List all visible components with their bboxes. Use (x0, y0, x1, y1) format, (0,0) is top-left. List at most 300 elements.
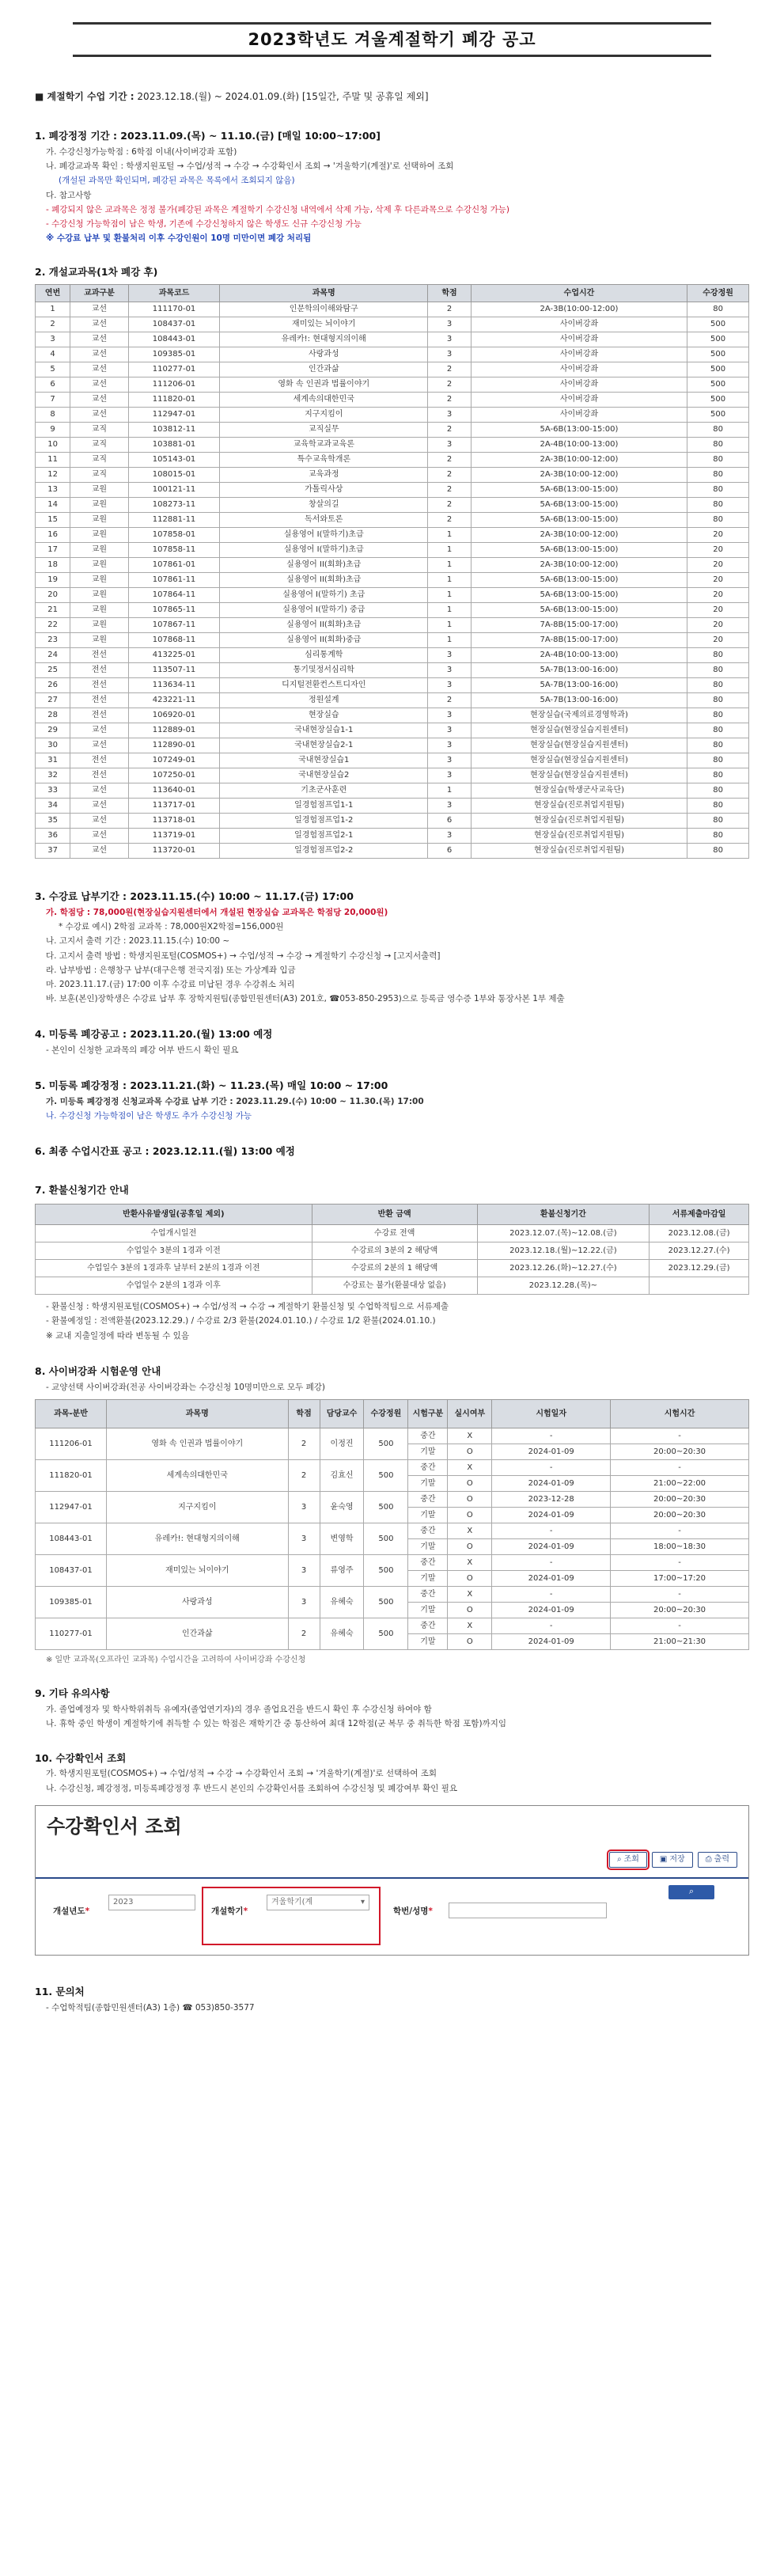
refund-cell: 2023.12.08.(금) (650, 1225, 749, 1242)
exam-cell: 2 (288, 1428, 320, 1459)
table-row (36, 1491, 749, 1507)
course-cell: 실용영어 I(말하기) 초급 (220, 588, 428, 603)
course-cell: 현장실습(현장실습지원센터) (471, 723, 687, 738)
course-cell: 3 (36, 332, 70, 347)
course-cell: 3 (428, 753, 472, 768)
exam-cell: - (611, 1459, 749, 1475)
print-button-label: 출력 (714, 1854, 729, 1864)
table-row (36, 423, 749, 438)
student-label (393, 1906, 433, 1917)
course-cell: 113717-01 (128, 799, 220, 814)
course-cell: 107865-11 (128, 603, 220, 618)
course-cell: 80 (687, 453, 749, 468)
course-cell: 2 (428, 377, 472, 393)
course-cell: 교선 (70, 738, 129, 753)
course-cell: 현장실습(진로취업지원팀) (471, 829, 687, 844)
exam-header-cell: 실시여부 (448, 1399, 492, 1428)
course-cell: 500 (687, 332, 749, 347)
course-header-cell: 학점 (428, 285, 472, 302)
course-cell: 23 (36, 633, 70, 648)
exam-cell: - (492, 1459, 611, 1475)
s3-line: * 수강료 예시) 2학점 교과목 : 78,000원X2학점=156,000원 (59, 922, 284, 932)
table-row (36, 678, 749, 693)
section-9-heading: 9. 기타 유의사항 (35, 1687, 110, 1700)
course-cell: 인간과삶 (220, 362, 428, 377)
course-cell: 디지털전환컨스트디자인 (220, 678, 428, 693)
course-cell: 2 (36, 317, 70, 332)
save-icon: ▣ (659, 1854, 668, 1864)
course-cell: 107858-01 (128, 528, 220, 543)
section-4-heading: 4. 미등록 폐강공고 : 2023.11.20.(월) 13:00 예정 (35, 1028, 273, 1041)
course-cell: 2A-3B(10:00-12:00) (471, 453, 687, 468)
exam-cell: 2024-01-09 (492, 1570, 611, 1586)
course-cell: 80 (687, 693, 749, 708)
course-header-cell: 수강정원 (687, 285, 749, 302)
course-cell: 108443-01 (128, 332, 220, 347)
exam-cell: O (448, 1491, 492, 1507)
course-cell: 교선 (70, 829, 129, 844)
course-cell: 유레카!: 현대형지의이해 (220, 332, 428, 347)
exam-cell: O (448, 1444, 492, 1459)
course-cell: 6 (36, 377, 70, 393)
course-cell: 3 (428, 708, 472, 723)
term-line (35, 90, 749, 103)
course-cell: 2A-3B(10:00-12:00) (471, 558, 687, 573)
exam-cell: 유혜숙 (320, 1618, 364, 1649)
course-cell: 5 (36, 362, 70, 377)
course-cell: 5A-7B(13:00-16:00) (471, 678, 687, 693)
refund-cell: 2023.12.29.(금) (650, 1260, 749, 1277)
course-cell: 112889-01 (128, 723, 220, 738)
course-cell: 교선 (70, 783, 129, 799)
course-cell: 심리통계학 (220, 648, 428, 663)
course-cell: 20 (687, 603, 749, 618)
course-cell: 실용영어 I(말하기)초급 (220, 528, 428, 543)
course-cell: 영화 속 인권과 법률이야기 (220, 377, 428, 393)
refund-cell: 수강료는 불가(환불대상 없음) (312, 1277, 477, 1295)
refund-header-cell: 반환사유발생일(공휴일 제외) (36, 1205, 312, 1225)
s1-line: (개설된 과목만 확인되며, 폐강된 과목은 목록에서 조회되지 않음) (59, 176, 295, 186)
course-cell: 80 (687, 829, 749, 844)
course-cell: 실용영어 II(회화)초급 (220, 573, 428, 588)
section-10-heading: 10. 수강확인서 조회 (35, 1751, 127, 1764)
s3-line: 다. 고지서 출력 방법 : 학생지원포털(COSMOS+) → 수업/성적 → 수강 → 계절학기 수강신청 → [고지서출력] (46, 950, 441, 961)
page-title: 2023학년도 겨울계절학기 폐강 공고 (248, 29, 536, 49)
course-cell: 113634-11 (128, 678, 220, 693)
print-button[interactable] (698, 1852, 737, 1868)
course-cell: 사랑과성 (220, 347, 428, 362)
table-row (36, 317, 749, 332)
course-cell: 3 (428, 768, 472, 783)
course-cell: 교원 (70, 543, 129, 558)
exam-cell: - (492, 1554, 611, 1570)
course-cell: 전선 (70, 648, 129, 663)
table-row (36, 799, 749, 814)
exam-cell: 영화 속 인권과 법률이야기 (106, 1428, 288, 1459)
refund-header-cell: 반환 금액 (312, 1205, 477, 1225)
course-cell: 20 (687, 633, 749, 648)
exam-cell: 재미있는 뇌이야기 (106, 1554, 288, 1586)
course-cell: 500 (687, 362, 749, 377)
exam-cell: 110277-01 (36, 1618, 107, 1649)
exam-cell: - (492, 1586, 611, 1602)
exam-cell: 중간 (408, 1554, 448, 1570)
course-cell: 103881-01 (128, 438, 220, 453)
course-cell: 22 (36, 618, 70, 633)
exam-cell: - (492, 1428, 611, 1444)
course-header-cell: 교과구분 (70, 285, 129, 302)
course-cell: 20 (687, 573, 749, 588)
s7-line: - 환불예정일 : 전액환불(2023.12.29.) / 수강료 2/3 환불(2024.01.10.) / 수강료 1/2 환불(2024.01.10.) (46, 1316, 436, 1326)
course-cell: 108437-01 (128, 317, 220, 332)
course-cell: 108015-01 (128, 468, 220, 483)
course-cell: 26 (36, 678, 70, 693)
course-cell: 107250-01 (128, 768, 220, 783)
exam-cell: O (448, 1633, 492, 1649)
s3-line-text: 가. 학점당 : 78,000원(현장실습지원센터에서 개설된 현장실습 교과목은 학점당 20,000원) (46, 908, 388, 918)
exam-cell: 2024-01-09 (492, 1602, 611, 1618)
course-cell: 80 (687, 498, 749, 513)
table-row (36, 498, 749, 513)
table-row (36, 1277, 749, 1295)
course-cell: 80 (687, 483, 749, 498)
course-cell: 사이버강좌 (471, 317, 687, 332)
course-cell: 3 (428, 317, 472, 332)
course-cell: 108273-11 (128, 498, 220, 513)
course-cell: 107858-11 (128, 543, 220, 558)
course-cell: 교선 (70, 302, 129, 317)
exam-cell: 2 (288, 1459, 320, 1491)
course-header-cell: 과목명 (220, 285, 428, 302)
save-button-label: 저장 (669, 1854, 685, 1864)
exam-cell: 20:00~20:30 (611, 1602, 749, 1618)
course-cell: 실용영어 I(말하기)초급 (220, 543, 428, 558)
table-row (36, 814, 749, 829)
refund-cell: 수강료의 2분의 1 해당액 (312, 1260, 477, 1277)
course-cell: 교직실무 (220, 423, 428, 438)
course-cell: 실용영어 II(회화)중급 (220, 633, 428, 648)
exam-cell: 500 (364, 1428, 408, 1459)
course-cell: 113720-01 (128, 844, 220, 859)
required-mark: * (85, 1906, 90, 1916)
course-cell: 10 (36, 438, 70, 453)
exam-cell: 류영주 (320, 1554, 364, 1586)
course-cell: 독서와토론 (220, 513, 428, 528)
required-mark: * (243, 1906, 248, 1916)
course-cell: 3 (428, 408, 472, 423)
exam-cell: 2024-01-09 (492, 1475, 611, 1491)
course-cell: 국내현장실습2-1 (220, 738, 428, 753)
course-cell: 112947-01 (128, 408, 220, 423)
search-icon: ⌕ (616, 1854, 622, 1864)
s3-line: 나. 고지서 출력 기간 : 2023.11.15.(수) 10:00 ~ (46, 936, 230, 947)
course-cell: 전선 (70, 678, 129, 693)
course-cell: 2 (428, 302, 472, 317)
course-cell: 80 (687, 844, 749, 859)
course-cell: 80 (687, 438, 749, 453)
course-cell: 실용영어 II(회화)초급 (220, 558, 428, 573)
s1-line: - 수강신청 가능학점이 남은 학생, 기존에 수강신청하지 않은 학생도 신규 수강신청 가능 (46, 218, 362, 229)
refund-cell: 수강료 전액 (312, 1225, 477, 1242)
course-table-body (36, 302, 749, 859)
course-cell: 2A-3B(10:00-12:00) (471, 468, 687, 483)
term-label (211, 1906, 248, 1917)
exam-cell: - (611, 1586, 749, 1602)
course-cell: 교선 (70, 408, 129, 423)
exam-cell: 2024-01-09 (492, 1633, 611, 1649)
course-cell: 113718-01 (128, 814, 220, 829)
s5-line: 가. 미등록 폐강정정 신청교과목 수강료 납부 기간 : 2023.11.29.(수) 10:00 ~ 11.30.(목) 17:00 (46, 1097, 424, 1107)
term-select[interactable] (267, 1895, 369, 1910)
exam-cell: 2 (288, 1618, 320, 1649)
course-cell: 32 (36, 768, 70, 783)
course-cell: 3 (428, 347, 472, 362)
table-row (36, 1428, 749, 1444)
exam-cell: 109385-01 (36, 1586, 107, 1618)
course-cell: 20 (687, 618, 749, 633)
course-cell: 현장실습(진로취업지원팀) (471, 844, 687, 859)
s3-line (35, 907, 749, 918)
course-cell: 19 (36, 573, 70, 588)
student-input[interactable] (449, 1903, 607, 1918)
course-cell: 7A-8B(15:00-17:00) (471, 633, 687, 648)
table-row (36, 753, 749, 768)
exam-header-cell: 시험일자 (492, 1399, 611, 1428)
course-cell: 교원 (70, 633, 129, 648)
refund-cell: 수업개시일전 (36, 1225, 312, 1242)
table-row (36, 1554, 749, 1570)
exam-cell: O (448, 1538, 492, 1554)
course-cell: 35 (36, 814, 70, 829)
course-cell: 103812-11 (128, 423, 220, 438)
section-1-heading: 1. 폐강정정 기간 : 2023.11.09.(목) ~ 11.10.(금) [매일 10:00~17:00] (35, 130, 381, 142)
course-cell: 1 (428, 603, 472, 618)
course-cell: 20 (687, 588, 749, 603)
course-cell: 2 (428, 393, 472, 408)
course-cell: 현장실습(현장실습지원센터) (471, 738, 687, 753)
course-cell: 교육과정 (220, 468, 428, 483)
exam-header-cell: 수강정원 (364, 1399, 408, 1428)
table-row (36, 543, 749, 558)
course-cell: 24 (36, 648, 70, 663)
course-cell: 113719-01 (128, 829, 220, 844)
table-row (36, 588, 749, 603)
course-cell: 110277-01 (128, 362, 220, 377)
section-7-heading: 7. 환불신청기간 안내 (35, 1184, 129, 1197)
course-cell: 교선 (70, 347, 129, 362)
course-cell: 1 (428, 573, 472, 588)
course-header-cell: 수업시간 (471, 285, 687, 302)
section-6-heading: 6. 최종 수업시간표 공고 : 2023.12.11.(월) 13:00 예정 (35, 1145, 295, 1158)
course-cell: 교선 (70, 332, 129, 347)
course-cell: 3 (428, 799, 472, 814)
exam-cell: O (448, 1570, 492, 1586)
course-cell: 2A-4B(10:00-13:00) (471, 438, 687, 453)
table-row (36, 829, 749, 844)
search-form (36, 1877, 748, 1948)
course-cell: 16 (36, 528, 70, 543)
exam-cell: 21:00~21:30 (611, 1633, 749, 1649)
course-cell: 20 (687, 528, 749, 543)
course-cell: 2 (428, 423, 472, 438)
table-row (36, 603, 749, 618)
course-cell: 7A-8B(15:00-17:00) (471, 618, 687, 633)
course-cell: 25 (36, 663, 70, 678)
form-search-button[interactable] (668, 1885, 714, 1899)
course-cell: 80 (687, 799, 749, 814)
course-cell: 교선 (70, 844, 129, 859)
course-cell: 112881-11 (128, 513, 220, 528)
s1-line: 다. 참고사항 (46, 190, 92, 200)
course-cell: 500 (687, 347, 749, 362)
exam-cell: 중간 (408, 1523, 448, 1538)
course-cell: 21 (36, 603, 70, 618)
exam-cell: O (448, 1475, 492, 1491)
refund-cell: 수업일수 2분의 1경과 이후 (36, 1277, 312, 1295)
course-cell: 전선 (70, 708, 129, 723)
exam-cell: 112947-01 (36, 1491, 107, 1523)
exam-cell: 111820-01 (36, 1459, 107, 1491)
course-cell: 500 (687, 393, 749, 408)
course-table (35, 284, 749, 859)
course-cell: 교원 (70, 588, 129, 603)
course-cell: 20 (687, 558, 749, 573)
course-cell: 14 (36, 498, 70, 513)
exam-cell: - (611, 1523, 749, 1538)
course-cell: 7 (36, 393, 70, 408)
table-row (36, 332, 749, 347)
year-input[interactable]: 2023 (108, 1895, 195, 1910)
exam-cell: 3 (288, 1554, 320, 1586)
s5-line: 나. 수강신청 가능학점이 남은 학생도 추가 수강신청 가능 (46, 1111, 252, 1121)
s1-line: - 폐강되지 않은 교과목은 정정 불가(폐강된 과목은 계절학기 수강신청 내역에서 삭제 가능, 삭제 후 다른과목으로 수강신청 가능) (46, 204, 510, 214)
exam-header-cell: 시험구분 (408, 1399, 448, 1428)
table-row (36, 693, 749, 708)
table-row (36, 648, 749, 663)
exam-cell: 인간과삶 (106, 1618, 288, 1649)
course-cell: 전선 (70, 693, 129, 708)
exam-cell: - (611, 1554, 749, 1570)
course-cell: 교원 (70, 483, 129, 498)
exam-cell: 500 (364, 1459, 408, 1491)
table-row (36, 302, 749, 317)
course-cell: 교육학교과교육론 (220, 438, 428, 453)
refund-table (35, 1204, 749, 1295)
course-cell: 413225-01 (128, 648, 220, 663)
course-cell: 현장실습(진로취업지원팀) (471, 814, 687, 829)
course-cell: 인문학의이해와탐구 (220, 302, 428, 317)
course-cell: 교원 (70, 528, 129, 543)
course-cell: 3 (428, 829, 472, 844)
screen-title: 수강확인서 조회 (47, 1815, 182, 1838)
exam-cell: 윤숙영 (320, 1491, 364, 1523)
course-cell: 1 (428, 588, 472, 603)
exam-cell: 500 (364, 1618, 408, 1649)
course-cell: 423221-11 (128, 693, 220, 708)
refund-cell: 2023.12.26.(화)~12.27.(수) (477, 1260, 650, 1277)
course-cell: 31 (36, 753, 70, 768)
course-cell: 세계속의대한민국 (220, 393, 428, 408)
course-cell: 37 (36, 844, 70, 859)
course-cell: 사이버강좌 (471, 408, 687, 423)
course-cell: 일경험점프업2-2 (220, 844, 428, 859)
exam-header-cell: 과목-분반 (36, 1399, 107, 1428)
course-cell: 2A-4B(10:00-13:00) (471, 648, 687, 663)
course-cell: 3 (428, 648, 472, 663)
course-cell: 113640-01 (128, 783, 220, 799)
course-cell: 5A-6B(13:00-15:00) (471, 573, 687, 588)
refund-table-header (36, 1205, 749, 1225)
course-cell: 교선 (70, 814, 129, 829)
exam-cell: 기말 (408, 1538, 448, 1554)
course-cell: 500 (687, 377, 749, 393)
course-cell: 1 (428, 618, 472, 633)
title-box (73, 22, 711, 57)
exam-cell: 20:00~20:30 (611, 1491, 749, 1507)
exam-cell: 3 (288, 1491, 320, 1523)
course-cell: 500 (687, 408, 749, 423)
exam-cell: 500 (364, 1554, 408, 1586)
course-cell: 전선 (70, 753, 129, 768)
s1-line: 가. 수강신청가능학점 : 6학점 이내(사이버강좌 포함) (46, 147, 237, 157)
course-cell: 1 (428, 783, 472, 799)
course-cell: 교선 (70, 393, 129, 408)
exam-cell: 2024-01-09 (492, 1444, 611, 1459)
course-cell: 18 (36, 558, 70, 573)
search-button[interactable] (609, 1852, 647, 1868)
search-icon: ⌕ (688, 1886, 695, 1897)
exam-cell: 중간 (408, 1618, 448, 1633)
exam-header-cell: 과목명 (106, 1399, 288, 1428)
s10-line: 가. 학생지원포털(COSMOS+) → 수업/성적 → 수강 → 수강확인서 조회 → '겨울학기(계절)'로 선택하여 조회 (46, 1769, 437, 1779)
save-button[interactable] (652, 1852, 693, 1868)
course-cell: 80 (687, 738, 749, 753)
course-cell: 1 (428, 558, 472, 573)
table-row (36, 663, 749, 678)
table-row (36, 362, 749, 377)
course-cell: 교선 (70, 362, 129, 377)
course-cell: 5A-7B(13:00-16:00) (471, 693, 687, 708)
course-cell: 5A-6B(13:00-15:00) (471, 483, 687, 498)
course-cell: 12 (36, 468, 70, 483)
refund-cell: 수업일수 3분의 1경과후 날부터 2분의 1경과 이전 (36, 1260, 312, 1277)
course-cell: 실용영어 I(말하기) 중급 (220, 603, 428, 618)
course-cell: 113507-11 (128, 663, 220, 678)
chevron-down-icon: ▾ (360, 1897, 365, 1906)
course-cell: 28 (36, 708, 70, 723)
s1-line: ※ 수강료 납부 및 환불처리 이후 수강인원이 10명 미만이면 폐강 처리됨 (46, 233, 312, 244)
course-cell: 교선 (70, 723, 129, 738)
course-cell: 5A-6B(13:00-15:00) (471, 513, 687, 528)
exam-cell: O (448, 1507, 492, 1523)
term-label: ■ 계절학기 수업 기간 : (35, 91, 134, 102)
course-cell: 현장실습(현장실습지원센터) (471, 753, 687, 768)
course-cell: 107861-11 (128, 573, 220, 588)
course-cell: 2 (428, 453, 472, 468)
table-row (36, 708, 749, 723)
course-cell: 현장실습(현장실습지원센터) (471, 768, 687, 783)
section-8-heading: 8. 사이버강좌 시험운영 안내 (35, 1364, 161, 1377)
table-row (36, 513, 749, 528)
s7-line: ※ 교내 지출일정에 따라 변동될 수 있음 (46, 1330, 189, 1341)
exam-cell: 기말 (408, 1507, 448, 1523)
exam-cell: 중간 (408, 1491, 448, 1507)
course-cell: 9 (36, 423, 70, 438)
exam-cell: - (611, 1428, 749, 1444)
course-cell: 교원 (70, 603, 129, 618)
course-cell: 창살의길 (220, 498, 428, 513)
course-cell: 현장실습(국제의료경영학과) (471, 708, 687, 723)
